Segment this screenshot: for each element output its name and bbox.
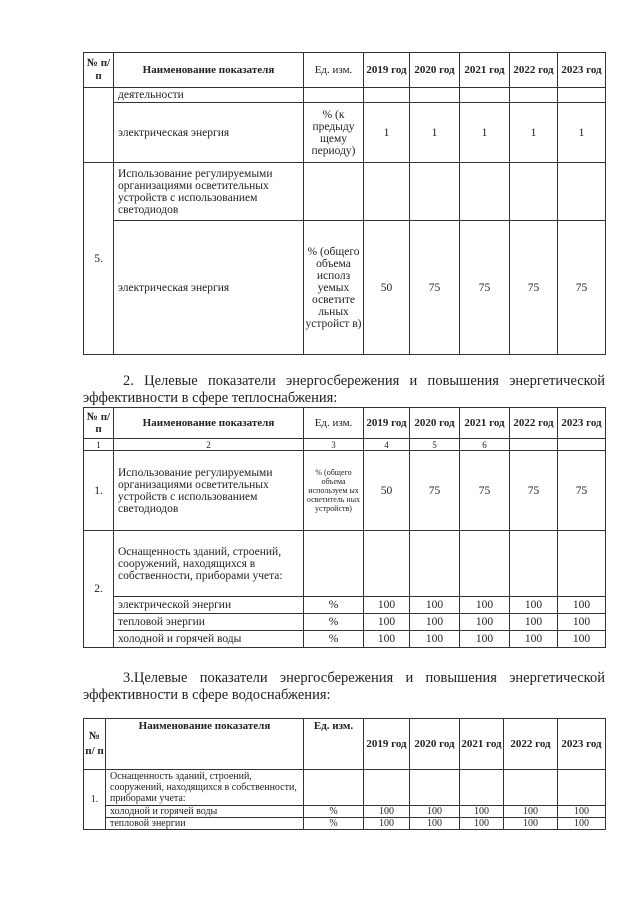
col-number: 5 xyxy=(410,439,460,451)
cell-name: электрическая энергия xyxy=(114,103,304,163)
col-unit-header: Ед. изм. xyxy=(304,719,364,770)
cell-name: холодной и горячей воды xyxy=(114,631,304,648)
indicators-table-2 xyxy=(83,407,606,648)
cell-value: 100 xyxy=(364,818,410,830)
cell-num: 5. xyxy=(84,163,114,355)
cell-name: тепловой энергии xyxy=(106,818,304,830)
col-year-header: 2021 год xyxy=(460,53,510,88)
cell-value: 100 xyxy=(558,806,606,818)
table-header-row xyxy=(84,408,606,439)
cell-unit: % (к предыду щему периоду) xyxy=(304,103,364,163)
col-year-header: 2019 год xyxy=(364,53,410,88)
cell-value: 1 xyxy=(410,103,460,163)
col-year-header: 2023 год xyxy=(558,719,606,770)
col-year-header: 2023 год xyxy=(558,408,606,439)
cell-value: 75 xyxy=(510,451,558,531)
cell-unit: % xyxy=(304,818,364,830)
cell-unit: % xyxy=(304,806,364,818)
cell-value: 75 xyxy=(558,221,606,355)
col-number: 6 xyxy=(460,439,510,451)
cell-value: 100 xyxy=(460,818,504,830)
cell-name: тепловой энергии xyxy=(114,614,304,631)
col-name-header: Наименование показателя xyxy=(114,408,304,439)
col-year-header: 2021 год xyxy=(460,719,504,770)
cell-unit: % xyxy=(304,614,364,631)
col-number: 4 xyxy=(364,439,410,451)
col-year-header: 2022 год xyxy=(504,719,558,770)
cell-value: 75 xyxy=(410,221,460,355)
table-row xyxy=(84,818,606,830)
col-year-header: 2020 год xyxy=(410,719,460,770)
col-number: 3 xyxy=(304,439,364,451)
cell-value: 100 xyxy=(460,631,510,648)
cell-value: 1 xyxy=(558,103,606,163)
cell-num xyxy=(84,88,114,163)
cell-value: 100 xyxy=(460,614,510,631)
cell-num: 1. xyxy=(84,770,106,830)
cell-value: 75 xyxy=(460,221,510,355)
table-row xyxy=(84,806,606,818)
col-year-header: 2019 год xyxy=(364,719,410,770)
cell-value: 50 xyxy=(364,221,410,355)
col-year-header: 2020 год xyxy=(410,53,460,88)
column-number-row xyxy=(84,439,606,451)
cell-name: Использование регулируемыми организациями осветительных устройств с использованием светодиодов xyxy=(114,163,304,221)
section-3-title: 3.Целевые показатели энергосбережения и повышения энергетической эффективности в сфере водоснабжения: xyxy=(83,670,605,703)
table-row xyxy=(84,597,606,614)
table-row xyxy=(84,451,606,531)
table-row xyxy=(84,221,606,355)
cell-value: 100 xyxy=(410,631,460,648)
col-year-header: 2023 год xyxy=(558,53,606,88)
col-year-header: 2022 год xyxy=(510,408,558,439)
cell-value: 100 xyxy=(510,614,558,631)
col-name-header: Наименование показателя xyxy=(106,719,304,770)
cell-value: 1 xyxy=(510,103,558,163)
cell-value: 100 xyxy=(410,614,460,631)
col-unit-header: Ед. изм. xyxy=(304,408,364,439)
cell-value: 100 xyxy=(558,597,606,614)
table-row xyxy=(84,770,606,806)
cell-value: 75 xyxy=(558,451,606,531)
cell-unit: % xyxy=(304,597,364,614)
cell-value: 100 xyxy=(460,806,504,818)
col-year-header: 2019 год xyxy=(364,408,410,439)
cell-value: 75 xyxy=(410,451,460,531)
col-number: 2 xyxy=(114,439,304,451)
cell-value: 75 xyxy=(510,221,558,355)
table-row xyxy=(84,631,606,648)
cell-value: 100 xyxy=(410,806,460,818)
table-row xyxy=(84,163,606,221)
cell-value: 100 xyxy=(510,597,558,614)
cell-value: 100 xyxy=(364,806,410,818)
cell-value: 100 xyxy=(558,614,606,631)
table-row xyxy=(84,103,606,163)
cell-value: 100 xyxy=(460,597,510,614)
table-row xyxy=(84,88,606,103)
col-num-header: № п/п xyxy=(84,53,114,88)
cell-value: 100 xyxy=(410,818,460,830)
table-row xyxy=(84,614,606,631)
cell-name: деятельности xyxy=(114,88,304,103)
col-unit-header: Ед. изм. xyxy=(304,53,364,88)
cell-value: 100 xyxy=(410,597,460,614)
col-year-header: 2020 год xyxy=(410,408,460,439)
cell-value: 100 xyxy=(558,818,606,830)
col-num-header: № п/п xyxy=(84,408,114,439)
col-number: 1 xyxy=(84,439,114,451)
table-header-row xyxy=(84,719,606,770)
cell-num: 2. xyxy=(84,531,114,648)
cell-value: 50 xyxy=(364,451,410,531)
cell-name: Оснащенность зданий, строений, сооружений, находящихся в собственности, приборами учета: xyxy=(106,770,304,806)
cell-value: 100 xyxy=(558,631,606,648)
cell-name: электрическая энергия xyxy=(114,221,304,355)
section-2-title: 2. Целевые показатели энергосбережения и повышения энергетической эффективности в сфере теплоснабжения: xyxy=(83,373,605,406)
cell-value: 100 xyxy=(364,631,410,648)
cell-value: 1 xyxy=(364,103,410,163)
col-name-header: Наименование показателя xyxy=(114,53,304,88)
cell-name: Использование регулируемыми организациями осветительных устройств с использованием светодиодов xyxy=(114,451,304,531)
cell-value: 100 xyxy=(364,614,410,631)
indicators-table-1 xyxy=(83,52,606,355)
cell-name: холодной и горячей воды xyxy=(106,806,304,818)
cell-value: 75 xyxy=(460,451,510,531)
cell-value: 1 xyxy=(460,103,510,163)
cell-value: 100 xyxy=(504,818,558,830)
cell-name: электрической энергии xyxy=(114,597,304,614)
cell-unit: % (общего объема исполз уемых осветите льных устройст в) xyxy=(304,221,364,355)
col-year-header: 2021 год xyxy=(460,408,510,439)
col-num-header: № п/ п xyxy=(84,719,106,770)
cell-unit: % (общего объема используем ых осветитель ных устройств) xyxy=(304,451,364,531)
cell-value: 100 xyxy=(364,597,410,614)
cell-value: 100 xyxy=(510,631,558,648)
indicators-table-3 xyxy=(83,718,606,830)
table-header-row xyxy=(84,53,606,88)
cell-unit: % xyxy=(304,631,364,648)
table-row xyxy=(84,531,606,597)
cell-value: 100 xyxy=(504,806,558,818)
col-year-header: 2022 год xyxy=(510,53,558,88)
cell-name: Оснащенность зданий, строений, сооружений, находящихся в собственности, приборами учета: xyxy=(114,531,304,597)
cell-num: 1. xyxy=(84,451,114,531)
